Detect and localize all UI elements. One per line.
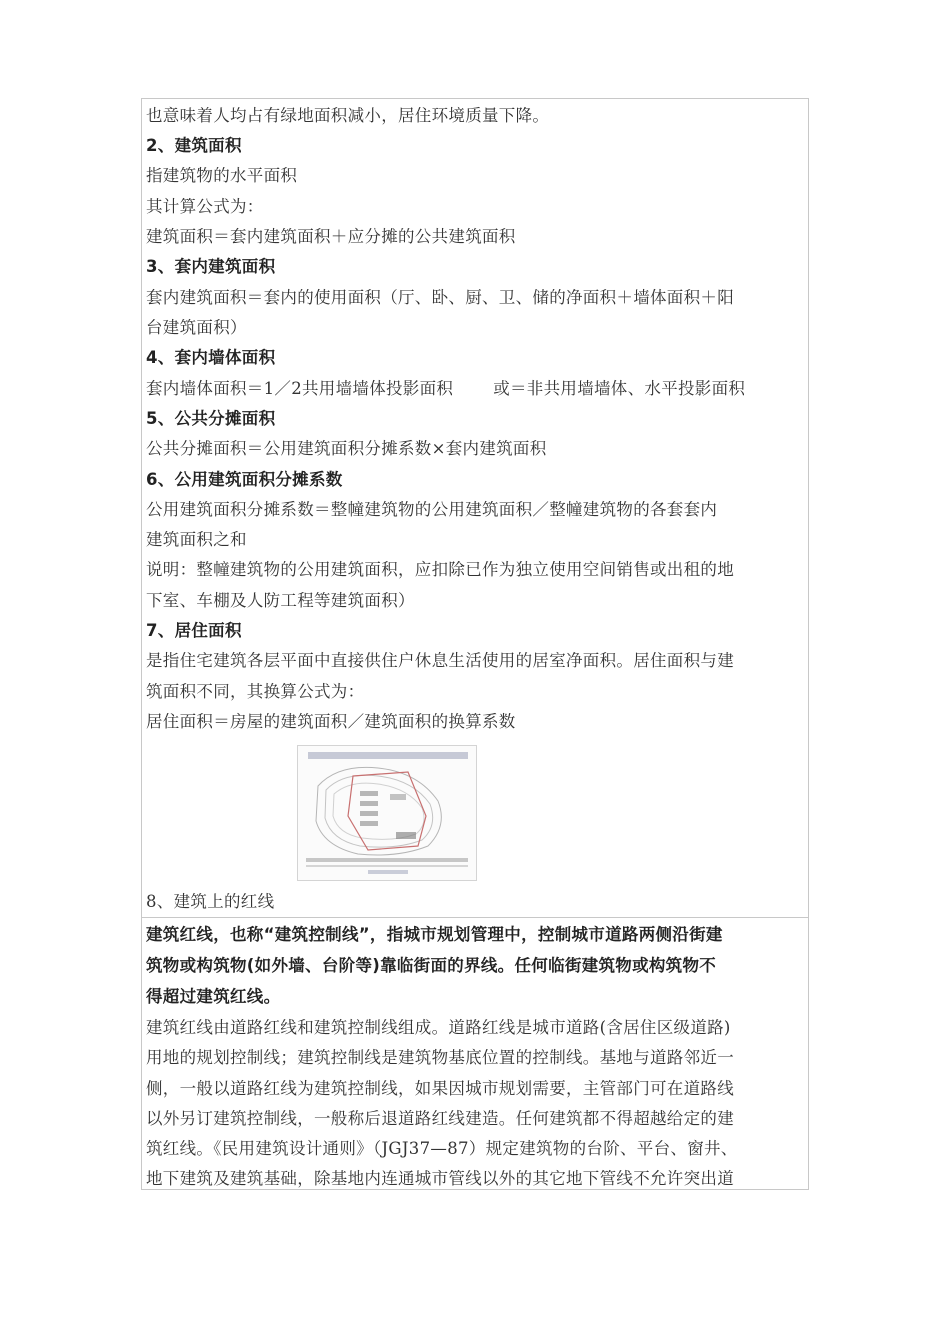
document-table — [141, 98, 809, 1190]
bold-paragraph: 得超过建筑红线。 — [146, 987, 281, 1006]
paragraph: 建筑红线由道路红线和建筑控制线组成。道路红线是城市道路(含居住区级道路) — [146, 1018, 731, 1037]
formula-part: 或＝非共用墙墙体、水平投影面积 — [493, 379, 746, 398]
section-heading: 3、套内建筑面积 — [146, 257, 276, 276]
paragraph: 其计算公式为： — [146, 197, 264, 216]
formula-line: 台建筑面积） — [146, 318, 247, 337]
formula-part: 套内墙体面积＝1／2共用墙墙体投影面积 — [146, 379, 454, 398]
section-heading: 4、套内墙体面积 — [146, 348, 276, 367]
paragraph: 地下建筑及建筑基础，除基地内连通城市管线以外的其它地下管线不允许突出道 — [146, 1169, 734, 1188]
formula-line: 套内建筑面积＝套内的使用面积（厅、卧、厨、卫、储的净面积＋墙体面积＋阳 — [146, 288, 734, 307]
table-cell-bottom — [142, 917, 808, 1190]
paragraph: 筑面积不同，其换算公式为： — [146, 682, 365, 701]
formula-line — [146, 374, 745, 404]
section-heading: 6、公用建筑面积分摊系数 — [146, 470, 343, 489]
formula-line: 公用建筑面积分摊系数＝整幢建筑物的公用建筑面积／整幢建筑物的各套套内 — [146, 500, 718, 519]
formula-line: 居住面积＝房屋的建筑面积／建筑面积的换算系数 — [146, 712, 516, 731]
formula-line: 建筑面积之和 — [146, 530, 247, 549]
section-heading: 8、建筑上的红线 — [146, 892, 275, 911]
formula-line: 公共分摊面积＝公用建筑面积分摊系数×套内建筑面积 — [146, 439, 547, 458]
paragraph: 筑红线。《民用建筑设计通则》（JGJ37—87）规定建筑物的台阶、平台、窗井、 — [146, 1139, 738, 1158]
paragraph: 是指住宅建筑各层平面中直接供住户休息生活使用的居室净面积。居住面积与建 — [146, 651, 734, 670]
section-heading: 5、公共分摊面积 — [146, 409, 276, 428]
table-cell-top — [142, 99, 808, 917]
paragraph: 指建筑物的水平面积 — [146, 166, 298, 185]
paragraph: 以外另订建筑控制线，一般称后退道路红线建造。任何建筑都不得超越给定的建 — [146, 1109, 734, 1128]
paragraph: 也意味着人均占有绿地面积减小，居住环境质量下降。 — [146, 106, 550, 125]
paragraph: 说明：整幢建筑物的公用建筑面积，应扣除已作为独立使用空间销售或出租的地 — [146, 560, 734, 579]
section-heading: 2、建筑面积 — [146, 136, 242, 155]
paragraph: 下室、车棚及人防工程等建筑面积） — [146, 591, 415, 610]
paragraph: 侧，一般以道路红线为建筑控制线，如果因城市规划需要，主管部门可在道路线 — [146, 1079, 734, 1098]
section-heading: 7、居住面积 — [146, 621, 242, 640]
formula-line: 建筑面积＝套内建筑面积＋应分摊的公共建筑面积 — [146, 227, 516, 246]
bold-paragraph: 建筑红线，也称“建筑控制线”，指城市规划管理中，控制城市道路两侧沿街建 — [146, 925, 723, 944]
site-plan-image — [297, 745, 477, 881]
paragraph: 用地的规划控制线；建筑控制线是建筑物基底位置的控制线。基地与道路邻近一 — [146, 1048, 734, 1067]
bold-paragraph: 筑物或构筑物(如外墙、台阶等)靠临街面的界线。任何临街建筑物或构筑物不 — [146, 956, 717, 975]
